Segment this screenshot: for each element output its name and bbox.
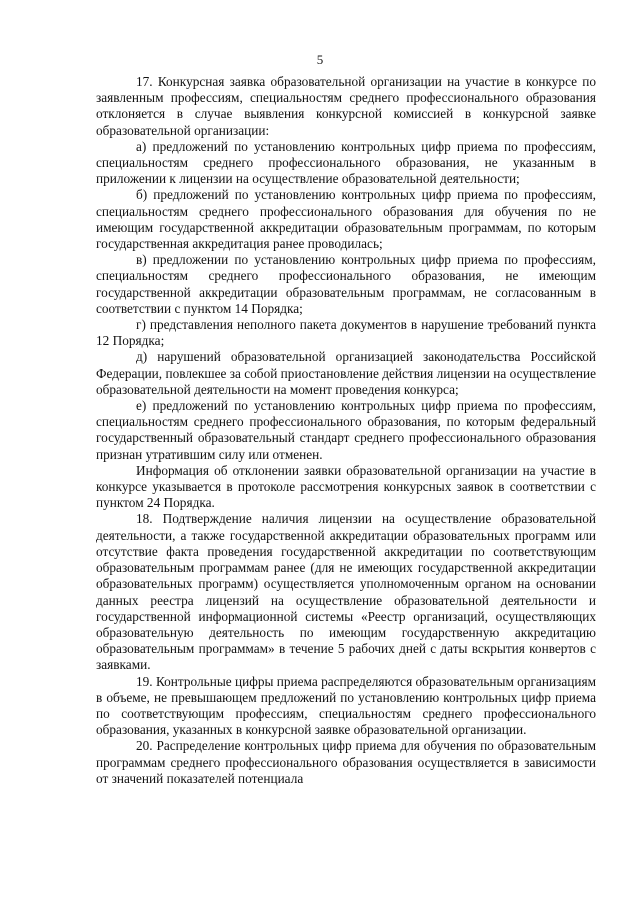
paragraph-20: 20. Распределение контрольных цифр приема для обучения по образовательным программам среднего профессионального образования осуществляется в зависимости от значений показателей потенциала: [96, 738, 596, 786]
paragraph-17-item-v: в) предложении по установлению контрольных цифр приема по профессиям, специальностям среднего профессионального образования, не имеющим государственной аккредитации образовательным программам, не согласованным в соответствии с пунктом 14 Порядка;: [96, 252, 596, 316]
paragraph-17-item-d: д) нарушений образовательной организацией законодательства Российской Федерации, повлекшее за собой приостановление действия лицензии на осуществление образовательной деятельности на момент проведения конкурса;: [96, 349, 596, 397]
paragraph-17-item-g: г) представления неполного пакета документов в нарушение требований пункта 12 Порядка;: [96, 317, 596, 349]
paragraph-17-item-a: а) предложений по установлению контрольных цифр приема по профессиям, специальностям среднего профессионального образования, не указанным в приложении к лицензии на осуществление образовательной деятельности;: [96, 138, 596, 187]
paragraph-18: 18. Подтверждение наличия лицензии на осуществление образовательной деятельности, а также государственной аккредитации образовательных программ или отсутствие факта проведения государственной аккредитации по соответствующим образовательным программам ранее (для не имеющих государственной аккредитации образовательных программ) осуществляется уполномоченным органом на основании данных реестра лицензий на осуществление образовательной деятельности и государственной информационной системы «Реестр организаций, осуществляющих образовательную деятельность по имеющим государственную аккредитацию образовательным программам» в течение 5 рабочих дней с даты вскрытия конвертов с заявками.: [96, 511, 596, 673]
paragraph-19: 19. Контрольные цифры приема распределяются образовательным организациям в объеме, не превышающем предложений по установлению контрольных цифр приема по соответствующим профессиям, специальностям среднего профессионального образования, указанных в конкурсной заявке образовательной организации.: [96, 673, 596, 738]
paragraph-17-rejection-info: Информация об отклонении заявки образовательной организации на участие в конкурсе указывается в протоколе рассмотрения конкурсных заявок в соответствии с пунктом 24 Порядка.: [96, 462, 596, 511]
page-number: 5: [316, 52, 324, 67]
paragraph-17: 17. Конкурсная заявка образовательной организации на участие в конкурсе по заявленным профессиям, специальностям среднего профессионального образования отклоняется в случае выявления конкурсной комиссией в конкурсной заявке образовательной организации:: [96, 74, 596, 138]
document-body: [96, 74, 596, 787]
paragraph-17-item-b: б) предложений по установлению контрольных цифр приема по профессиям, специальностям среднего профессионального образования для обучения по не имеющим государственной аккредитации образовательным программам, по которым государственная аккредитация ранее проводилась;: [96, 187, 596, 252]
paragraph-17-item-e: е) предложений по установлению контрольных цифр приема по профессиям, специальностям среднего профессионального образования, по которым федеральный государственный образовательный стандарт среднего профессионального образования признан утратившим силу или отменен.: [96, 398, 596, 462]
